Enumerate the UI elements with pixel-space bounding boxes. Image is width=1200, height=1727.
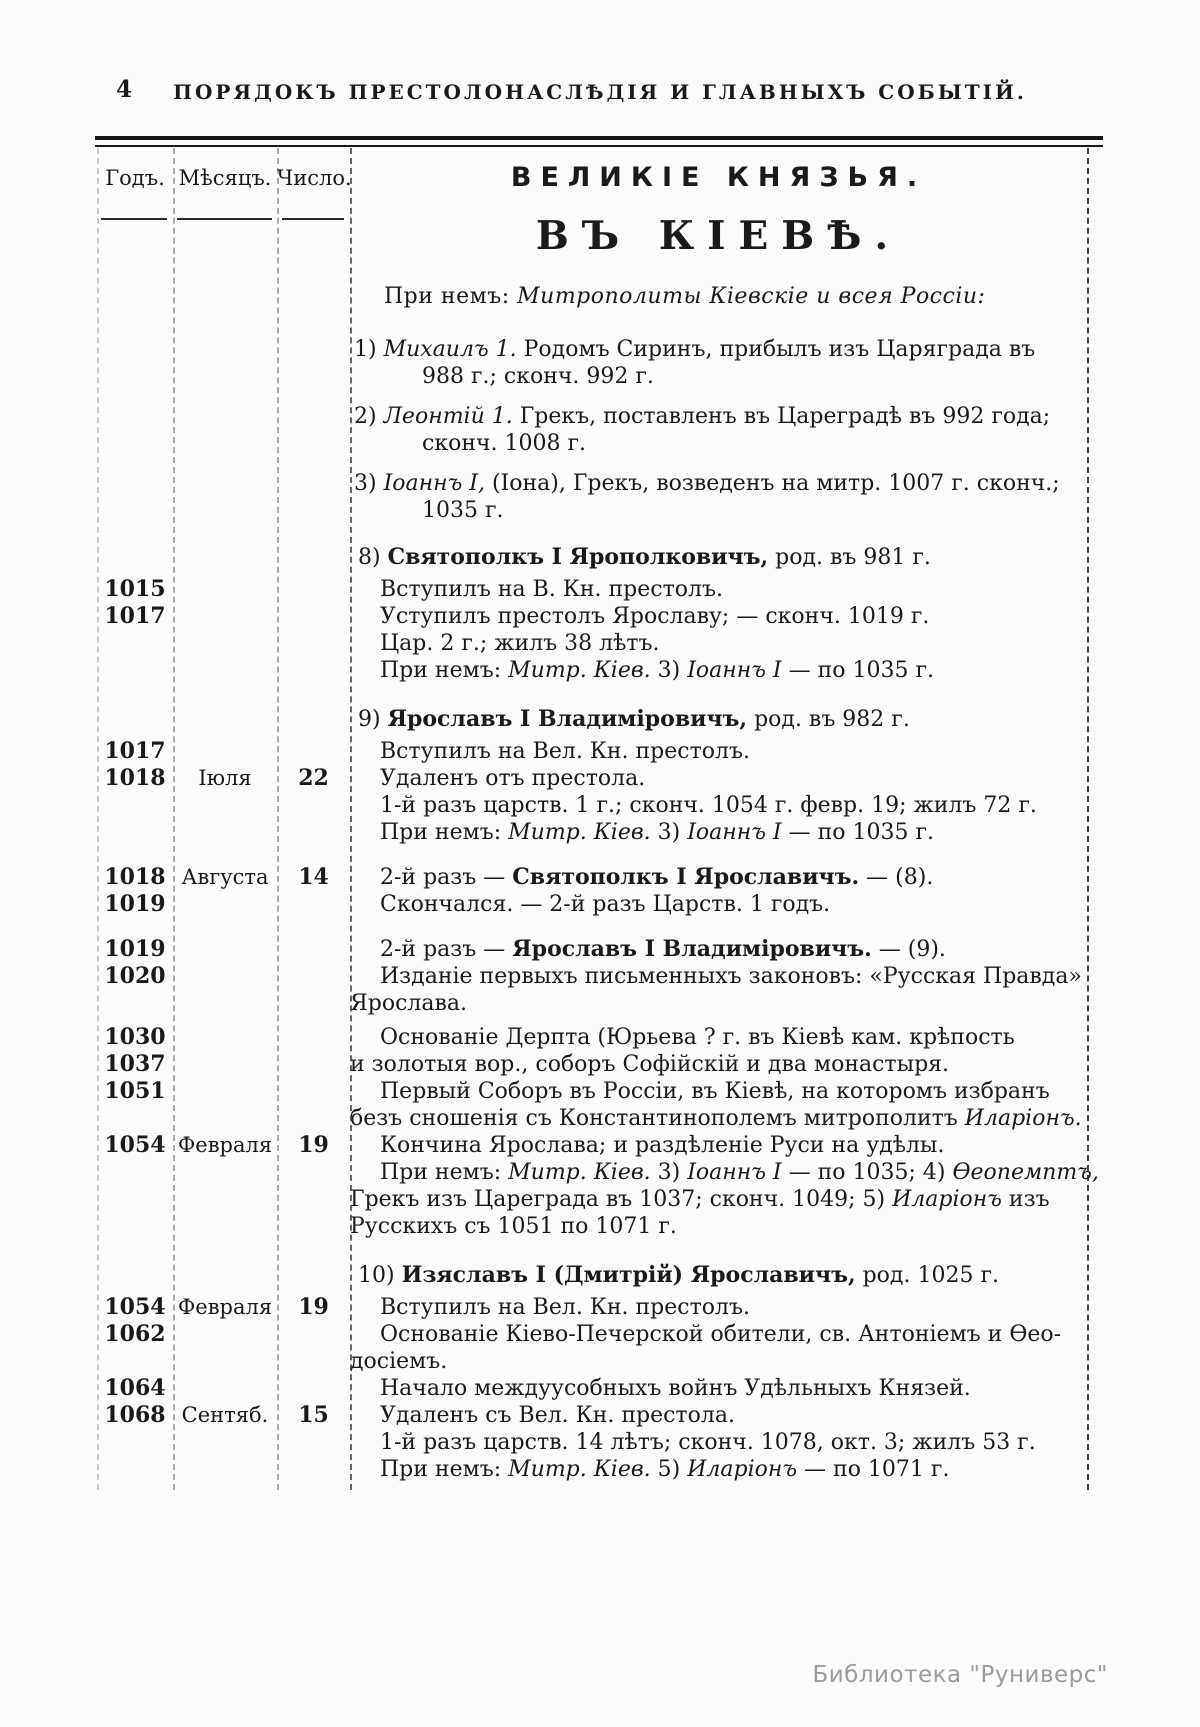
entry-text xyxy=(350,1051,1087,1078)
year-cell xyxy=(97,1186,173,1213)
table-row xyxy=(97,1294,1103,1321)
entry-text xyxy=(350,430,1087,457)
table-row xyxy=(97,1321,1103,1348)
table-row xyxy=(97,864,1103,891)
year-cell xyxy=(97,497,173,524)
month-cell xyxy=(173,1051,277,1078)
section-subtitle: ВЪ КІЕВѢ. xyxy=(535,213,902,259)
month-cell: Февраля xyxy=(177,1295,273,1319)
entry-text xyxy=(350,1078,1087,1105)
entry-text xyxy=(350,891,1087,918)
month-cell xyxy=(173,1429,277,1456)
year-cell xyxy=(97,403,173,430)
text-segment: 3) xyxy=(650,658,688,683)
text-segment: Святополкъ I Ярославичъ. xyxy=(512,864,860,890)
running-title: ПОРЯДОКЪ ПРЕСТОЛОНАСЛѢДІЯ И ГЛАВНЫХЪ СОБЫТІЙ. xyxy=(173,80,1027,104)
table-left-border xyxy=(97,148,99,1490)
text-segment: 5) xyxy=(650,1457,688,1482)
day-cell xyxy=(277,936,350,963)
text-segment: Іоаннъ I, xyxy=(383,471,485,496)
text-segment: Изяславъ I (Дмитрій) Ярославичъ, xyxy=(401,1262,856,1288)
day-cell xyxy=(277,1186,350,1213)
entry-text xyxy=(350,1132,1087,1159)
text-segment: Первый Соборъ въ Россіи, въ Кіевѣ, на которомъ избранъ xyxy=(380,1079,1050,1104)
text-segment: 1) xyxy=(354,337,384,362)
day-cell xyxy=(277,1456,350,1483)
year-cell xyxy=(97,544,173,571)
month-cell xyxy=(173,1348,277,1375)
month-cell xyxy=(173,336,277,363)
entry-text xyxy=(350,630,1087,657)
entry-text xyxy=(350,1213,1087,1240)
table-row xyxy=(97,990,1103,1017)
text-segment: Основаніе Дерпта (Юрьева ? г. въ Кіевѣ кам. крѣпость xyxy=(380,1025,1015,1050)
month-cell xyxy=(173,1024,277,1051)
text-segment: Русскихъ съ 1051 по 1071 г. xyxy=(350,1214,677,1239)
text-segment: Митр. Кіев. xyxy=(508,1160,651,1185)
text-segment: изъ xyxy=(1001,1187,1050,1212)
year-cell xyxy=(97,819,173,846)
table-row xyxy=(97,891,1103,918)
day-cell xyxy=(277,1213,350,1240)
entry-text xyxy=(350,963,1087,990)
year-cell xyxy=(97,1213,173,1240)
year-cell xyxy=(97,792,173,819)
table-row xyxy=(97,1375,1103,1402)
table-row xyxy=(97,1105,1103,1132)
month-cell: Августа xyxy=(181,865,269,889)
table-top-rule xyxy=(95,136,1103,147)
text-segment: Митр. Кіев. xyxy=(508,658,651,683)
text-segment: — (9). xyxy=(871,937,946,962)
month-cell xyxy=(173,936,277,963)
table-row xyxy=(97,657,1103,684)
table-row xyxy=(97,576,1103,603)
table-row xyxy=(97,963,1103,990)
day-cell xyxy=(277,1051,350,1078)
entry-text xyxy=(350,1024,1087,1051)
text-segment: При немъ: xyxy=(384,284,518,309)
day-cell xyxy=(277,1348,350,1375)
month-cell xyxy=(173,891,277,918)
text-segment: — по 1035 г. xyxy=(781,658,934,683)
table-row xyxy=(97,1024,1103,1051)
year-cell xyxy=(97,1159,173,1186)
text-segment: Митр. Кіев. xyxy=(508,1457,651,1482)
year-cell xyxy=(97,657,173,684)
year-cell: 1030 xyxy=(104,1024,166,1050)
day-cell xyxy=(277,544,350,571)
year-cell: 1064 xyxy=(104,1375,166,1401)
table-row xyxy=(97,544,1103,571)
column-headers xyxy=(97,166,350,190)
year-cell: 1020 xyxy=(104,963,166,989)
table-row xyxy=(97,1348,1103,1375)
text-segment: Удаленъ отъ престола. xyxy=(380,766,646,791)
month-cell xyxy=(173,1159,277,1186)
text-segment: 3) xyxy=(650,820,688,845)
table-row xyxy=(97,1429,1103,1456)
text-segment: Митрополиты Кіевскіе и всея Россіи: xyxy=(517,284,986,309)
text-segment: Іоаннъ I xyxy=(687,1160,782,1185)
text-segment: Родомъ Сиринъ, прибылъ изъ Царяграда въ xyxy=(516,337,1036,362)
month-cell xyxy=(173,738,277,765)
table-row xyxy=(97,403,1103,430)
column-header-year: Годъ. xyxy=(105,166,165,190)
table-row xyxy=(97,1213,1103,1240)
year-cell: 1054 xyxy=(104,1132,166,1158)
day-cell xyxy=(277,1159,350,1186)
text-segment: Михаилъ 1. xyxy=(383,337,517,362)
month-cell xyxy=(173,470,277,497)
year-cell xyxy=(97,283,173,310)
year-cell xyxy=(97,336,173,363)
table-row xyxy=(97,936,1103,963)
month-cell xyxy=(173,403,277,430)
table-row xyxy=(97,283,1103,310)
year-cell xyxy=(97,1348,173,1375)
entry-text xyxy=(350,1159,1099,1186)
month-cell xyxy=(173,819,277,846)
column-header-underline xyxy=(101,218,167,220)
table-row xyxy=(97,792,1103,819)
column-header-underline xyxy=(177,218,272,220)
month-cell xyxy=(173,990,277,1017)
table-row xyxy=(97,765,1103,792)
entry-text xyxy=(350,1321,1087,1348)
table-row xyxy=(97,1186,1103,1213)
text-segment: Начало междуусобныхъ войнъ Удѣльныхъ Князей. xyxy=(380,1376,971,1401)
entry-text xyxy=(350,738,1087,765)
text-segment: Вступилъ на В. Кн. престолъ. xyxy=(380,577,723,602)
entry-text xyxy=(350,864,1087,891)
year-cell xyxy=(97,430,173,457)
day-cell: 19 xyxy=(298,1132,329,1158)
year-cell xyxy=(97,470,173,497)
entry-text xyxy=(350,990,1087,1017)
text-segment: При немъ: xyxy=(380,658,509,683)
day-cell: 22 xyxy=(298,765,329,791)
text-segment: 8) xyxy=(358,545,388,570)
day-cell xyxy=(277,403,350,430)
month-cell xyxy=(173,544,277,571)
month-cell xyxy=(173,430,277,457)
month-cell xyxy=(173,283,277,310)
day-cell xyxy=(277,657,350,684)
month-cell xyxy=(173,706,277,733)
entry-text xyxy=(350,1294,1087,1321)
day-cell xyxy=(277,1429,350,1456)
entry-text xyxy=(350,497,1087,524)
text-segment: 2) xyxy=(354,404,384,429)
month-cell xyxy=(173,603,277,630)
text-segment: Вступилъ на Вел. Кн. престолъ. xyxy=(380,739,750,764)
day-cell xyxy=(277,630,350,657)
day-cell xyxy=(277,819,350,846)
entry-text xyxy=(350,403,1087,430)
table-row xyxy=(97,738,1103,765)
section-title: ВЕЛИКІЕ КНЯЗЬЯ. xyxy=(510,162,927,193)
month-cell xyxy=(173,657,277,684)
month-cell xyxy=(173,1456,277,1483)
text-segment: род. 1025 г. xyxy=(855,1263,999,1288)
entry-text xyxy=(350,1348,1087,1375)
text-segment: Изданіе первыхъ письменныхъ законовъ: «Русская Правда» xyxy=(380,964,1082,989)
table-row xyxy=(97,497,1103,524)
text-segment: род. въ 981 г. xyxy=(768,545,931,570)
month-cell: Февраля xyxy=(177,1133,273,1157)
text-segment: Ѳеопемптъ, xyxy=(952,1160,1099,1185)
month-cell xyxy=(173,963,277,990)
table-right-border xyxy=(1087,148,1089,1490)
entry-text xyxy=(350,1456,1087,1483)
day-cell xyxy=(277,576,350,603)
column-header-underline xyxy=(282,218,344,220)
day-cell xyxy=(277,430,350,457)
month-cell xyxy=(173,1078,277,1105)
text-segment: 9) xyxy=(358,707,388,732)
year-cell xyxy=(97,1429,173,1456)
page-number: 4 xyxy=(116,76,133,103)
day-cell xyxy=(277,1105,350,1132)
text-segment: 2-й разъ — xyxy=(380,865,513,890)
table-row xyxy=(97,1159,1103,1186)
text-segment: Іоаннъ I xyxy=(687,820,782,845)
year-cell: 1054 xyxy=(104,1294,166,1320)
text-segment: 3) xyxy=(650,1160,688,1185)
text-segment: Вступилъ на Вел. Кн. престолъ. xyxy=(380,1295,750,1320)
day-cell: 19 xyxy=(298,1294,329,1320)
text-segment: Ярославъ I Владиміровичъ, xyxy=(387,706,748,732)
column-divider-month-day xyxy=(277,148,279,1490)
year-cell: 1019 xyxy=(104,936,166,962)
month-cell xyxy=(173,1321,277,1348)
year-cell xyxy=(97,1262,173,1289)
year-cell: 1015 xyxy=(104,576,166,602)
entry-text xyxy=(350,765,1087,792)
day-cell xyxy=(277,603,350,630)
month-cell: Іюля xyxy=(198,766,252,790)
table-row xyxy=(97,430,1103,457)
day-cell xyxy=(277,336,350,363)
text-segment: При немъ: xyxy=(380,820,509,845)
text-segment: Грекъ изъ Цареграда въ 1037; сконч. 1049; 5) xyxy=(350,1187,893,1212)
day-cell xyxy=(277,497,350,524)
year-cell: 1018 xyxy=(104,864,166,890)
table-row xyxy=(97,336,1103,363)
text-segment: Леонтій 1. xyxy=(383,404,513,429)
text-segment: Митр. Кіев. xyxy=(508,820,651,845)
year-cell xyxy=(97,990,173,1017)
entry-text xyxy=(350,576,1087,603)
day-cell xyxy=(277,1262,350,1289)
text-segment: сконч. 1008 г. xyxy=(422,431,587,456)
entry-text xyxy=(350,336,1087,363)
day-cell xyxy=(277,792,350,819)
month-cell xyxy=(173,363,277,390)
text-segment: 3) xyxy=(354,471,384,496)
year-cell xyxy=(97,1456,173,1483)
entry-text xyxy=(350,544,1087,571)
table-row xyxy=(97,630,1103,657)
entry-text xyxy=(350,1402,1087,1429)
column-divider-day-content xyxy=(350,148,352,1490)
year-cell: 1019 xyxy=(104,891,166,917)
month-cell xyxy=(173,792,277,819)
entry-text xyxy=(350,603,1087,630)
day-cell xyxy=(277,738,350,765)
year-cell: 1051 xyxy=(104,1078,166,1104)
day-cell xyxy=(277,891,350,918)
text-segment: Иларіонъ xyxy=(892,1187,1002,1212)
text-segment: Иларіонъ xyxy=(687,1457,798,1482)
text-segment: Цар. 2 г.; жилъ 38 лѣтъ. xyxy=(380,631,660,656)
day-cell xyxy=(277,1375,350,1402)
chronology-table xyxy=(97,148,1103,1483)
text-segment: Удаленъ съ Вел. Кн. престола. xyxy=(380,1403,735,1428)
entry-text xyxy=(350,819,1087,846)
text-segment: (Іона), Грекъ, возведенъ на митр. 1007 г. сконч.; xyxy=(484,471,1060,496)
table-row xyxy=(97,470,1103,497)
text-segment: — по 1035; 4) xyxy=(781,1160,953,1185)
table-row xyxy=(97,1051,1103,1078)
day-cell xyxy=(277,1024,350,1051)
text-segment: Ярослава. xyxy=(350,991,468,1016)
table-row xyxy=(97,603,1103,630)
year-cell xyxy=(97,363,173,390)
text-segment: Иларіонъ. xyxy=(964,1106,1082,1131)
text-segment: При немъ: xyxy=(380,1457,509,1482)
text-segment: Основаніе Кіево-Печерской обители, св. Антоніемъ и Ѳео- xyxy=(380,1322,1062,1347)
text-segment: 1-й разъ царств. 1 г.; сконч. 1054 г. февр. 19; жилъ 72 г. xyxy=(380,793,1037,818)
month-cell xyxy=(173,1186,277,1213)
month-cell xyxy=(173,497,277,524)
text-segment: При немъ: xyxy=(380,1160,509,1185)
day-cell xyxy=(277,990,350,1017)
column-header-month: Мѣсяцъ. xyxy=(178,166,272,190)
entry-text xyxy=(350,283,1087,310)
entry-text xyxy=(350,657,1087,684)
table-row xyxy=(97,706,1103,733)
library-watermark: Библиотека "Руниверс" xyxy=(812,1662,1108,1688)
text-segment: и золотыя вор., соборъ Софійскій и два монастыря. xyxy=(350,1052,950,1077)
table-row xyxy=(97,819,1103,846)
text-segment: — (8). xyxy=(859,865,934,890)
entry-text xyxy=(350,1262,1087,1289)
month-cell xyxy=(173,576,277,603)
entry-text xyxy=(350,470,1087,497)
text-segment: — по 1035 г. xyxy=(781,820,934,845)
day-cell: 15 xyxy=(298,1402,329,1428)
day-cell xyxy=(277,963,350,990)
text-segment: Іоаннъ I xyxy=(687,658,782,683)
year-cell: 1017 xyxy=(104,738,166,764)
table-rows xyxy=(97,283,1103,1483)
table-row xyxy=(97,1402,1103,1429)
text-segment: Уступилъ престолъ Ярославу; — сконч. 1019 г. xyxy=(380,604,930,629)
table-row xyxy=(97,1456,1103,1483)
day-cell xyxy=(277,283,350,310)
text-segment: Святополкъ I Ярополковичъ, xyxy=(387,544,769,570)
day-cell: 14 xyxy=(298,864,329,890)
text-segment: Кончина Ярослава; и раздѣленіе Руси на удѣлы. xyxy=(380,1133,945,1158)
day-cell xyxy=(277,470,350,497)
table-row xyxy=(97,363,1103,390)
year-cell xyxy=(97,706,173,733)
text-segment: досіемъ. xyxy=(350,1349,448,1374)
text-segment: род. въ 982 г. xyxy=(747,707,910,732)
entry-text xyxy=(350,1375,1087,1402)
entry-text xyxy=(350,1186,1087,1213)
month-cell xyxy=(173,630,277,657)
table-row xyxy=(97,1132,1103,1159)
text-segment: 2-й разъ — xyxy=(380,937,513,962)
entry-text xyxy=(350,1429,1087,1456)
day-cell xyxy=(277,1078,350,1105)
month-cell xyxy=(173,1262,277,1289)
text-segment: Ярославъ I Владиміровичъ. xyxy=(512,936,872,962)
year-cell: 1037 xyxy=(104,1051,166,1077)
text-segment: 1-й разъ царств. 14 лѣтъ; сконч. 1078, окт. 3; жилъ 53 г. xyxy=(380,1430,1036,1455)
month-cell xyxy=(173,1213,277,1240)
entry-text xyxy=(350,706,1087,733)
month-cell xyxy=(173,1105,277,1132)
entry-text xyxy=(350,936,1087,963)
year-cell: 1062 xyxy=(104,1321,166,1347)
table-row xyxy=(97,1262,1103,1289)
text-segment: — по 1071 г. xyxy=(797,1457,950,1482)
table-row xyxy=(97,1078,1103,1105)
day-cell xyxy=(277,706,350,733)
month-cell: Сентяб. xyxy=(181,1403,269,1427)
text-segment: 1035 г. xyxy=(422,498,504,523)
year-cell: 1068 xyxy=(104,1402,166,1428)
year-cell: 1018 xyxy=(104,765,166,791)
text-segment: 988 г.; сконч. 992 г. xyxy=(422,364,654,389)
month-cell xyxy=(173,1375,277,1402)
entry-text xyxy=(350,792,1087,819)
column-divider-year-month xyxy=(173,148,175,1490)
text-segment: Скончался. — 2-й разъ Царств. 1 годъ. xyxy=(380,892,831,917)
year-cell xyxy=(97,630,173,657)
entry-text xyxy=(350,1105,1087,1132)
entry-text xyxy=(350,363,1087,390)
day-cell xyxy=(277,363,350,390)
day-cell xyxy=(277,1321,350,1348)
year-cell: 1017 xyxy=(104,603,166,629)
column-header-day: Число. xyxy=(277,166,352,190)
text-segment: 10) xyxy=(358,1263,402,1288)
text-segment: Грекъ, поставленъ въ Цареградѣ въ 992 года; xyxy=(512,404,1051,429)
text-segment: безъ сношенія съ Константинополемъ митрополитъ xyxy=(350,1106,965,1131)
year-cell xyxy=(97,1105,173,1132)
